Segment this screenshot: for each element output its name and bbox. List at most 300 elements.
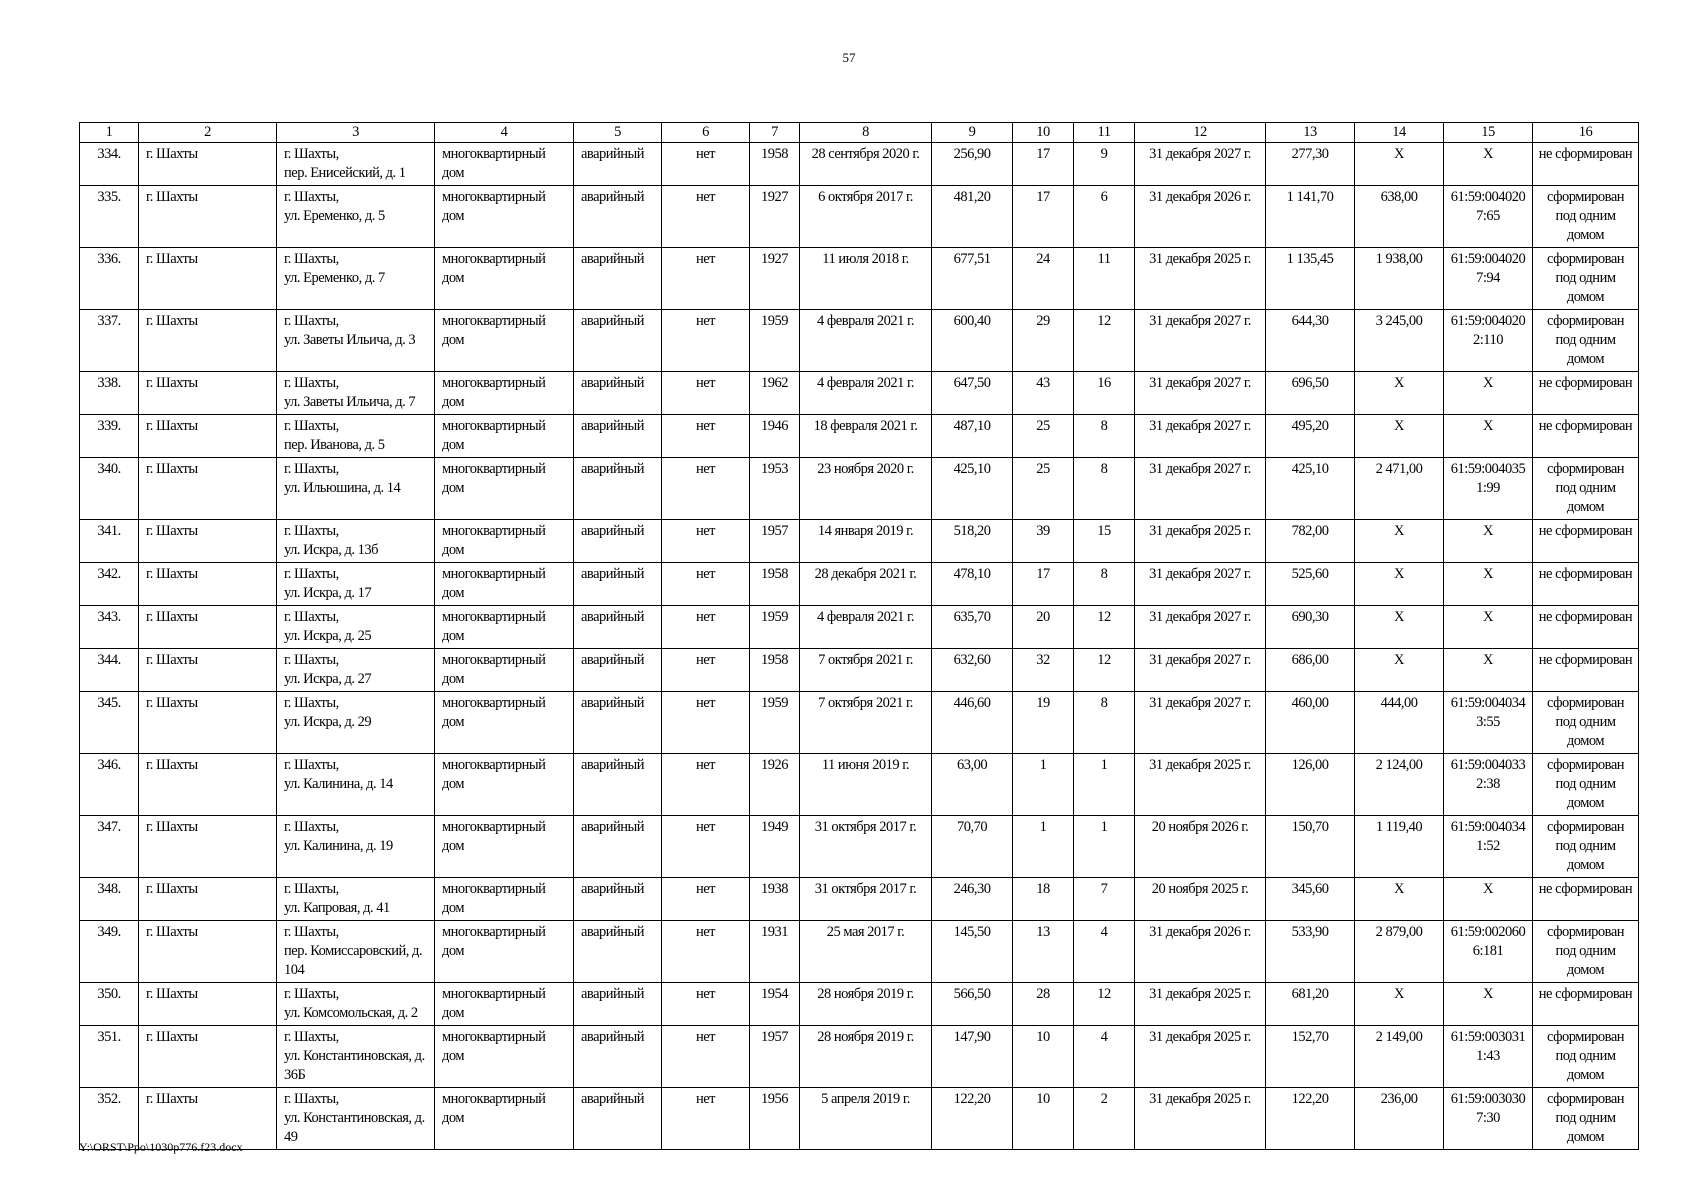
cell-land-status: не сформирован bbox=[1533, 649, 1639, 692]
cell-condition: аварийный bbox=[574, 520, 662, 563]
table-row bbox=[80, 520, 1639, 563]
cell-house-type: многоквартирный дом bbox=[435, 983, 574, 1026]
cell-land-status: сформирован под одним домом bbox=[1533, 458, 1639, 520]
cell-residents: 17 bbox=[1013, 186, 1074, 248]
cell-area: 147,90 bbox=[932, 1026, 1013, 1088]
cell-apartments: 11 bbox=[1074, 248, 1135, 310]
cell-row-number: 339. bbox=[80, 415, 139, 458]
cell-status: нет bbox=[662, 692, 750, 754]
cell-living-area: 460,00 bbox=[1266, 692, 1355, 754]
cell-resettlement-deadline: 31 декабря 2027 г. bbox=[1135, 415, 1266, 458]
cell-land-status: сформирован под одним домом bbox=[1533, 310, 1639, 372]
cell-residents: 1 bbox=[1013, 754, 1074, 816]
cell-land-area: 1 119,40 bbox=[1355, 816, 1444, 878]
cell-cadastral-number: 61:59:0040343:55 bbox=[1444, 692, 1533, 754]
cell-year-built: 1931 bbox=[750, 921, 800, 983]
cell-recognition-date: 5 апреля 2019 г. bbox=[800, 1088, 932, 1150]
cell-row-number: 334. bbox=[80, 143, 139, 186]
cell-municipality: г. Шахты bbox=[139, 186, 277, 248]
cell-resettlement-deadline: 31 декабря 2025 г. bbox=[1135, 248, 1266, 310]
cell-land-area: 236,00 bbox=[1355, 1088, 1444, 1150]
cell-status: нет bbox=[662, 1088, 750, 1150]
cell-status: нет bbox=[662, 921, 750, 983]
cell-residents: 39 bbox=[1013, 520, 1074, 563]
cell-land-area: X bbox=[1355, 606, 1444, 649]
cell-apartments: 1 bbox=[1074, 754, 1135, 816]
cell-resettlement-deadline: 31 декабря 2025 г. bbox=[1135, 983, 1266, 1026]
cell-condition: аварийный bbox=[574, 692, 662, 754]
cell-area: 635,70 bbox=[932, 606, 1013, 649]
cell-land-area: 2 471,00 bbox=[1355, 458, 1444, 520]
cell-status: нет bbox=[662, 1026, 750, 1088]
cell-living-area: 686,00 bbox=[1266, 649, 1355, 692]
cell-year-built: 1927 bbox=[750, 248, 800, 310]
cell-house-type: многоквартирный дом bbox=[435, 143, 574, 186]
cell-house-type: многоквартирный дом bbox=[435, 186, 574, 248]
cell-living-area: 277,30 bbox=[1266, 143, 1355, 186]
cell-area: 647,50 bbox=[932, 372, 1013, 415]
cell-land-status: сформирован под одним домом bbox=[1533, 248, 1639, 310]
table-row bbox=[80, 186, 1639, 248]
cell-year-built: 1959 bbox=[750, 692, 800, 754]
cell-address: г. Шахты, ул. Искра, д. 17 bbox=[277, 563, 435, 606]
cell-year-built: 1958 bbox=[750, 649, 800, 692]
cell-address: г. Шахты, ул. Комсомольская, д. 2 bbox=[277, 983, 435, 1026]
cell-address: г. Шахты, ул. Калинина, д. 19 bbox=[277, 816, 435, 878]
cell-municipality: г. Шахты bbox=[139, 143, 277, 186]
column-header-area: 9 bbox=[932, 123, 1013, 143]
cell-year-built: 1926 bbox=[750, 754, 800, 816]
cell-land-area: 2 124,00 bbox=[1355, 754, 1444, 816]
table-row bbox=[80, 816, 1639, 878]
cell-resettlement-deadline: 31 декабря 2027 г. bbox=[1135, 606, 1266, 649]
cell-address: г. Шахты, пер. Комиссаровский, д. 104 bbox=[277, 921, 435, 983]
column-header-land-area: 14 bbox=[1355, 123, 1444, 143]
cell-municipality: г. Шахты bbox=[139, 754, 277, 816]
cell-land-area: 3 245,00 bbox=[1355, 310, 1444, 372]
cell-residents: 20 bbox=[1013, 606, 1074, 649]
cell-address: г. Шахты, ул. Заветы Ильича, д. 7 bbox=[277, 372, 435, 415]
cell-municipality: г. Шахты bbox=[139, 1088, 277, 1150]
cell-row-number: 346. bbox=[80, 754, 139, 816]
cell-address: г. Шахты, ул. Константиновская, д. 49 bbox=[277, 1088, 435, 1150]
table-row bbox=[80, 1088, 1639, 1150]
cell-residents: 17 bbox=[1013, 563, 1074, 606]
cell-address: г. Шахты, ул. Константиновская, д. 36Б bbox=[277, 1026, 435, 1088]
cell-row-number: 351. bbox=[80, 1026, 139, 1088]
cell-municipality: г. Шахты bbox=[139, 458, 277, 520]
cell-address: г. Шахты, ул. Еременко, д. 7 bbox=[277, 248, 435, 310]
cell-house-type: многоквартирный дом bbox=[435, 563, 574, 606]
table-header-row bbox=[80, 123, 1639, 143]
cell-apartments: 15 bbox=[1074, 520, 1135, 563]
cell-condition: аварийный bbox=[574, 816, 662, 878]
cell-recognition-date: 28 ноября 2019 г. bbox=[800, 983, 932, 1026]
cell-municipality: г. Шахты bbox=[139, 921, 277, 983]
cell-area: 518,20 bbox=[932, 520, 1013, 563]
cell-year-built: 1958 bbox=[750, 563, 800, 606]
cell-area: 63,00 bbox=[932, 754, 1013, 816]
cell-residents: 28 bbox=[1013, 983, 1074, 1026]
cell-row-number: 341. bbox=[80, 520, 139, 563]
cell-apartments: 8 bbox=[1074, 415, 1135, 458]
cell-address: г. Шахты, ул. Искра, д. 25 bbox=[277, 606, 435, 649]
cell-land-status: не сформирован bbox=[1533, 520, 1639, 563]
cell-recognition-date: 4 февраля 2021 г. bbox=[800, 372, 932, 415]
table-row bbox=[80, 754, 1639, 816]
cell-address: г. Шахты, ул. Ильюшина, д. 14 bbox=[277, 458, 435, 520]
cell-year-built: 1954 bbox=[750, 983, 800, 1026]
cell-land-area: X bbox=[1355, 983, 1444, 1026]
cell-house-type: многоквартирный дом bbox=[435, 692, 574, 754]
cell-cadastral-number: 61:59:0020606:181 bbox=[1444, 921, 1533, 983]
table-row bbox=[80, 921, 1639, 983]
cell-year-built: 1927 bbox=[750, 186, 800, 248]
cell-status: нет bbox=[662, 563, 750, 606]
cell-condition: аварийный bbox=[574, 649, 662, 692]
cell-condition: аварийный bbox=[574, 1088, 662, 1150]
cell-land-status: не сформирован bbox=[1533, 372, 1639, 415]
cell-residents: 10 bbox=[1013, 1026, 1074, 1088]
cell-condition: аварийный bbox=[574, 143, 662, 186]
table-row bbox=[80, 563, 1639, 606]
cell-address: г. Шахты, ул. Искра, д. 29 bbox=[277, 692, 435, 754]
cell-status: нет bbox=[662, 649, 750, 692]
cell-row-number: 338. bbox=[80, 372, 139, 415]
table-row bbox=[80, 649, 1639, 692]
cell-residents: 25 bbox=[1013, 458, 1074, 520]
cell-status: нет bbox=[662, 143, 750, 186]
cell-status: нет bbox=[662, 878, 750, 921]
column-header-row-number: 1 bbox=[80, 123, 139, 143]
cell-recognition-date: 31 октября 2017 г. bbox=[800, 878, 932, 921]
cell-living-area: 525,60 bbox=[1266, 563, 1355, 606]
cell-year-built: 1938 bbox=[750, 878, 800, 921]
cell-apartments: 2 bbox=[1074, 1088, 1135, 1150]
cell-recognition-date: 6 октября 2017 г. bbox=[800, 186, 932, 248]
cell-year-built: 1959 bbox=[750, 606, 800, 649]
cell-area: 446,60 bbox=[932, 692, 1013, 754]
cell-apartments: 8 bbox=[1074, 458, 1135, 520]
table-row bbox=[80, 458, 1639, 520]
cell-row-number: 335. bbox=[80, 186, 139, 248]
cell-municipality: г. Шахты bbox=[139, 606, 277, 649]
cell-apartments: 8 bbox=[1074, 692, 1135, 754]
cell-resettlement-deadline: 31 декабря 2025 г. bbox=[1135, 754, 1266, 816]
cell-cadastral-number: X bbox=[1444, 983, 1533, 1026]
cell-house-type: многоквартирный дом bbox=[435, 415, 574, 458]
cell-land-status: сформирован под одним домом bbox=[1533, 1026, 1639, 1088]
cell-land-status: не сформирован bbox=[1533, 878, 1639, 921]
cell-house-type: многоквартирный дом bbox=[435, 649, 574, 692]
cell-address: г. Шахты, пер. Енисейский, д. 1 bbox=[277, 143, 435, 186]
cell-apartments: 4 bbox=[1074, 1026, 1135, 1088]
cell-row-number: 343. bbox=[80, 606, 139, 649]
cell-living-area: 681,20 bbox=[1266, 983, 1355, 1026]
cell-status: нет bbox=[662, 248, 750, 310]
cell-living-area: 152,70 bbox=[1266, 1026, 1355, 1088]
cell-resettlement-deadline: 31 декабря 2025 г. bbox=[1135, 1088, 1266, 1150]
cell-resettlement-deadline: 31 декабря 2027 г. bbox=[1135, 310, 1266, 372]
cell-house-type: многоквартирный дом bbox=[435, 1026, 574, 1088]
cell-address: г. Шахты, пер. Иванова, д. 5 bbox=[277, 415, 435, 458]
cell-cadastral-number: 61:59:0040351:99 bbox=[1444, 458, 1533, 520]
cell-recognition-date: 28 декабря 2021 г. bbox=[800, 563, 932, 606]
cell-area: 145,50 bbox=[932, 921, 1013, 983]
cell-status: нет bbox=[662, 458, 750, 520]
cell-cadastral-number: X bbox=[1444, 520, 1533, 563]
cell-recognition-date: 14 января 2019 г. bbox=[800, 520, 932, 563]
cell-condition: аварийный bbox=[574, 248, 662, 310]
cell-municipality: г. Шахты bbox=[139, 372, 277, 415]
cell-condition: аварийный bbox=[574, 415, 662, 458]
cell-apartments: 12 bbox=[1074, 310, 1135, 372]
column-header-year-built: 7 bbox=[750, 123, 800, 143]
cell-condition: аварийный bbox=[574, 878, 662, 921]
cell-year-built: 1949 bbox=[750, 816, 800, 878]
cell-land-status: сформирован под одним домом bbox=[1533, 816, 1639, 878]
cell-apartments: 7 bbox=[1074, 878, 1135, 921]
cell-land-area: 2 879,00 bbox=[1355, 921, 1444, 983]
cell-recognition-date: 25 мая 2017 г. bbox=[800, 921, 932, 983]
cell-area: 600,40 bbox=[932, 310, 1013, 372]
cell-address: г. Шахты, ул. Калинина, д. 14 bbox=[277, 754, 435, 816]
cell-land-status: сформирован под одним домом bbox=[1533, 186, 1639, 248]
cell-living-area: 425,10 bbox=[1266, 458, 1355, 520]
cell-year-built: 1956 bbox=[750, 1088, 800, 1150]
cell-house-type: многоквартирный дом bbox=[435, 248, 574, 310]
column-header-condition: 5 bbox=[574, 123, 662, 143]
cell-apartments: 16 bbox=[1074, 372, 1135, 415]
cell-apartments: 12 bbox=[1074, 649, 1135, 692]
cell-cadastral-number: X bbox=[1444, 649, 1533, 692]
cell-land-area: 444,00 bbox=[1355, 692, 1444, 754]
cell-living-area: 150,70 bbox=[1266, 816, 1355, 878]
cell-resettlement-deadline: 31 декабря 2025 г. bbox=[1135, 1026, 1266, 1088]
cell-recognition-date: 7 октября 2021 г. bbox=[800, 649, 932, 692]
cell-condition: аварийный bbox=[574, 372, 662, 415]
cell-row-number: 342. bbox=[80, 563, 139, 606]
cell-living-area: 782,00 bbox=[1266, 520, 1355, 563]
cell-condition: аварийный bbox=[574, 606, 662, 649]
cell-recognition-date: 7 октября 2021 г. bbox=[800, 692, 932, 754]
table-row bbox=[80, 143, 1639, 186]
cell-status: нет bbox=[662, 520, 750, 563]
cell-status: нет bbox=[662, 754, 750, 816]
column-header-house-type: 4 bbox=[435, 123, 574, 143]
cell-cadastral-number: 61:59:0040341:52 bbox=[1444, 816, 1533, 878]
cell-status: нет bbox=[662, 372, 750, 415]
cell-area: 478,10 bbox=[932, 563, 1013, 606]
cell-house-type: многоквартирный дом bbox=[435, 310, 574, 372]
cell-apartments: 1 bbox=[1074, 816, 1135, 878]
cell-status: нет bbox=[662, 606, 750, 649]
cell-cadastral-number: 61:59:0040207:65 bbox=[1444, 186, 1533, 248]
cell-recognition-date: 23 ноября 2020 г. bbox=[800, 458, 932, 520]
cell-resettlement-deadline: 31 декабря 2026 г. bbox=[1135, 186, 1266, 248]
cell-apartments: 12 bbox=[1074, 983, 1135, 1026]
cell-land-status: не сформирован bbox=[1533, 143, 1639, 186]
table-row bbox=[80, 372, 1639, 415]
cell-land-area: X bbox=[1355, 649, 1444, 692]
cell-house-type: многоквартирный дом bbox=[435, 606, 574, 649]
cell-condition: аварийный bbox=[574, 458, 662, 520]
cell-municipality: г. Шахты bbox=[139, 692, 277, 754]
cell-living-area: 644,30 bbox=[1266, 310, 1355, 372]
cell-municipality: г. Шахты bbox=[139, 248, 277, 310]
cell-cadastral-number: 61:59:0040332:38 bbox=[1444, 754, 1533, 816]
cell-house-type: многоквартирный дом bbox=[435, 372, 574, 415]
cell-house-type: многоквартирный дом bbox=[435, 921, 574, 983]
cell-land-area: 2 149,00 bbox=[1355, 1026, 1444, 1088]
cell-cadastral-number: 61:59:0030307:30 bbox=[1444, 1088, 1533, 1150]
cell-land-area: X bbox=[1355, 520, 1444, 563]
table-row bbox=[80, 692, 1639, 754]
cell-condition: аварийный bbox=[574, 921, 662, 983]
table-row bbox=[80, 415, 1639, 458]
cell-resettlement-deadline: 31 декабря 2027 г. bbox=[1135, 458, 1266, 520]
cell-living-area: 122,20 bbox=[1266, 1088, 1355, 1150]
cell-recognition-date: 11 июня 2019 г. bbox=[800, 754, 932, 816]
table-row bbox=[80, 310, 1639, 372]
cell-area: 256,90 bbox=[932, 143, 1013, 186]
cell-resettlement-deadline: 31 декабря 2027 г. bbox=[1135, 692, 1266, 754]
cell-condition: аварийный bbox=[574, 186, 662, 248]
column-header-residents: 10 bbox=[1013, 123, 1074, 143]
column-header-land-status: 16 bbox=[1533, 123, 1639, 143]
cell-row-number: 337. bbox=[80, 310, 139, 372]
cell-living-area: 533,90 bbox=[1266, 921, 1355, 983]
cell-condition: аварийный bbox=[574, 1026, 662, 1088]
cell-land-status: сформирован под одним домом bbox=[1533, 921, 1639, 983]
cell-living-area: 690,30 bbox=[1266, 606, 1355, 649]
cell-residents: 13 bbox=[1013, 921, 1074, 983]
cell-row-number: 340. bbox=[80, 458, 139, 520]
cell-year-built: 1946 bbox=[750, 415, 800, 458]
cell-municipality: г. Шахты bbox=[139, 520, 277, 563]
cell-area: 70,70 bbox=[932, 816, 1013, 878]
cell-row-number: 336. bbox=[80, 248, 139, 310]
cell-area: 425,10 bbox=[932, 458, 1013, 520]
cell-recognition-date: 4 февраля 2021 г. bbox=[800, 606, 932, 649]
cell-year-built: 1962 bbox=[750, 372, 800, 415]
cell-cadastral-number: 61:59:0040207:94 bbox=[1444, 248, 1533, 310]
cell-residents: 24 bbox=[1013, 248, 1074, 310]
cell-year-built: 1958 bbox=[750, 143, 800, 186]
cell-cadastral-number: X bbox=[1444, 143, 1533, 186]
cell-year-built: 1959 bbox=[750, 310, 800, 372]
cell-apartments: 12 bbox=[1074, 606, 1135, 649]
cell-municipality: г. Шахты bbox=[139, 878, 277, 921]
cell-living-area: 495,20 bbox=[1266, 415, 1355, 458]
cell-land-status: не сформирован bbox=[1533, 415, 1639, 458]
cell-house-type: многоквартирный дом bbox=[435, 1088, 574, 1150]
cell-recognition-date: 18 февраля 2021 г. bbox=[800, 415, 932, 458]
cell-condition: аварийный bbox=[574, 754, 662, 816]
column-header-cadastral-number: 15 bbox=[1444, 123, 1533, 143]
cell-condition: аварийный bbox=[574, 310, 662, 372]
cell-resettlement-deadline: 31 декабря 2027 г. bbox=[1135, 649, 1266, 692]
cell-recognition-date: 28 ноября 2019 г. bbox=[800, 1026, 932, 1088]
cell-resettlement-deadline: 31 декабря 2025 г. bbox=[1135, 520, 1266, 563]
cell-residents: 1 bbox=[1013, 816, 1074, 878]
cell-row-number: 352. bbox=[80, 1088, 139, 1150]
cell-land-status: не сформирован bbox=[1533, 563, 1639, 606]
cell-residents: 25 bbox=[1013, 415, 1074, 458]
cell-living-area: 1 135,45 bbox=[1266, 248, 1355, 310]
cell-residents: 32 bbox=[1013, 649, 1074, 692]
cell-address: г. Шахты, ул. Капровая, д. 41 bbox=[277, 878, 435, 921]
cell-status: нет bbox=[662, 415, 750, 458]
cell-house-type: многоквартирный дом bbox=[435, 520, 574, 563]
cell-resettlement-deadline: 31 декабря 2027 г. bbox=[1135, 372, 1266, 415]
cell-address: г. Шахты, ул. Еременко, д. 5 bbox=[277, 186, 435, 248]
cell-land-area: X bbox=[1355, 563, 1444, 606]
column-header-apartments: 11 bbox=[1074, 123, 1135, 143]
cell-house-type: многоквартирный дом bbox=[435, 458, 574, 520]
column-header-municipality: 2 bbox=[139, 123, 277, 143]
cell-resettlement-deadline: 20 ноября 2026 г. bbox=[1135, 816, 1266, 878]
cell-cadastral-number: X bbox=[1444, 372, 1533, 415]
cell-resettlement-deadline: 31 декабря 2027 г. bbox=[1135, 563, 1266, 606]
cell-living-area: 126,00 bbox=[1266, 754, 1355, 816]
cell-land-area: X bbox=[1355, 372, 1444, 415]
cell-recognition-date: 4 февраля 2021 г. bbox=[800, 310, 932, 372]
cell-municipality: г. Шахты bbox=[139, 563, 277, 606]
cell-cadastral-number: 61:59:0030311:43 bbox=[1444, 1026, 1533, 1088]
page-number: 57 bbox=[842, 50, 856, 65]
cell-residents: 18 bbox=[1013, 878, 1074, 921]
cell-address: г. Шахты, ул. Заветы Ильича, д. 3 bbox=[277, 310, 435, 372]
cell-residents: 29 bbox=[1013, 310, 1074, 372]
file-path-footer: Y:\ORST\Ppo\1030p776.f23.docx bbox=[79, 1140, 243, 1154]
cell-row-number: 344. bbox=[80, 649, 139, 692]
cell-residents: 10 bbox=[1013, 1088, 1074, 1150]
cell-area: 487,10 bbox=[932, 415, 1013, 458]
cell-resettlement-deadline: 20 ноября 2025 г. bbox=[1135, 878, 1266, 921]
cell-municipality: г. Шахты bbox=[139, 415, 277, 458]
cell-land-status: сформирован под одним домом bbox=[1533, 692, 1639, 754]
cell-recognition-date: 28 сентября 2020 г. bbox=[800, 143, 932, 186]
cell-land-status: не сформирован bbox=[1533, 606, 1639, 649]
column-header-resettlement-deadline: 12 bbox=[1135, 123, 1266, 143]
cell-municipality: г. Шахты bbox=[139, 983, 277, 1026]
cell-resettlement-deadline: 31 декабря 2027 г. bbox=[1135, 143, 1266, 186]
cell-apartments: 4 bbox=[1074, 921, 1135, 983]
cell-condition: аварийный bbox=[574, 563, 662, 606]
cell-area: 632,60 bbox=[932, 649, 1013, 692]
column-header-recognition-date: 8 bbox=[800, 123, 932, 143]
cell-municipality: г. Шахты bbox=[139, 1026, 277, 1088]
cell-residents: 19 bbox=[1013, 692, 1074, 754]
cell-row-number: 349. bbox=[80, 921, 139, 983]
cell-cadastral-number: X bbox=[1444, 878, 1533, 921]
cell-row-number: 350. bbox=[80, 983, 139, 1026]
cell-municipality: г. Шахты bbox=[139, 649, 277, 692]
cell-house-type: многоквартирный дом bbox=[435, 878, 574, 921]
cell-land-status: сформирован под одним домом bbox=[1533, 754, 1639, 816]
cell-residents: 43 bbox=[1013, 372, 1074, 415]
cell-apartments: 6 bbox=[1074, 186, 1135, 248]
cell-resettlement-deadline: 31 декабря 2026 г. bbox=[1135, 921, 1266, 983]
cell-land-area: 638,00 bbox=[1355, 186, 1444, 248]
cell-status: нет bbox=[662, 816, 750, 878]
table-row bbox=[80, 248, 1639, 310]
cell-status: нет bbox=[662, 983, 750, 1026]
cell-area: 246,30 bbox=[932, 878, 1013, 921]
cell-row-number: 348. bbox=[80, 878, 139, 921]
cell-area: 122,20 bbox=[932, 1088, 1013, 1150]
